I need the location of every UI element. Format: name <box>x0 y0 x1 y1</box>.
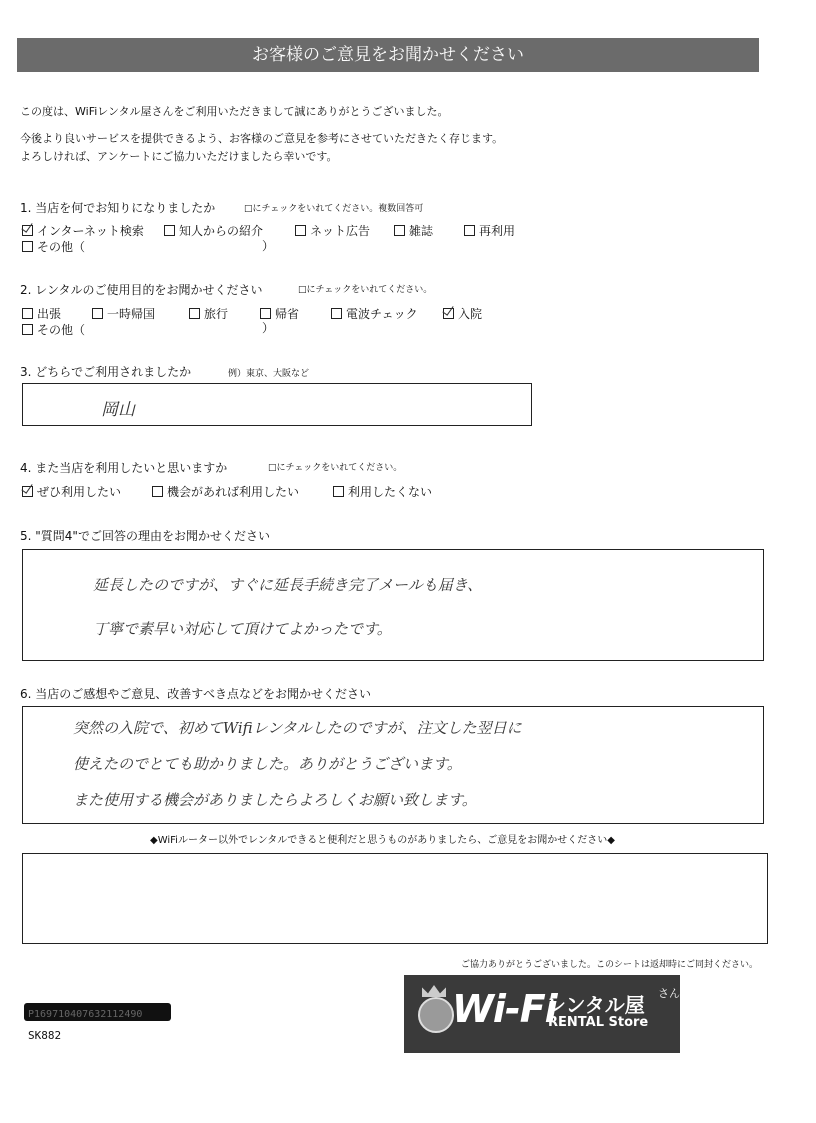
intro-line-1: この度は、WiFiレンタル屋さんをご利用いただきまして誠にありがとうございました。 <box>20 105 449 118</box>
q2-option-return-home[interactable]: 帰省 <box>260 305 299 322</box>
intro-line-3: よろしければ、アンケートにご協力いただけましたら幸いです。 <box>20 150 338 163</box>
q1-option-net-ad[interactable]: ネット広告 <box>295 222 370 239</box>
q4-option-if-chance[interactable]: 機会があれば利用したい <box>152 483 299 500</box>
checkbox-icon[interactable] <box>22 308 33 319</box>
checkbox-icon[interactable] <box>189 308 200 319</box>
q1-note: □にチェックをいれてください。複数回答可 <box>244 204 424 214</box>
barcode-number: P169710407632112490 <box>28 1009 143 1020</box>
logo-san-text: さん <box>658 987 680 1000</box>
q4-option-definitely[interactable]: ぜひ利用したい <box>22 483 121 500</box>
checkbox-icon[interactable] <box>152 486 163 497</box>
q6-answer-line-3: また使用する機会がありましたらよろしくお願い致します。 <box>73 791 477 809</box>
q2-option-homecoming[interactable]: 一時帰国 <box>92 305 155 322</box>
q5-answer-box[interactable] <box>22 549 764 661</box>
q2-option-hospital[interactable]: 入院 <box>443 305 482 322</box>
q7-label: ◆WiFiルーター以外でレンタルできると便利だと思うものがありましたら、ご意見をお聞かせください◆ <box>150 835 615 846</box>
q1-option-other[interactable]: その他（ <box>22 238 85 255</box>
q5-answer-line-2: 丁寧で素早い対応して頂けてよかったです。 <box>93 620 392 638</box>
checkbox-icon[interactable] <box>22 241 33 252</box>
q1-option-magazine[interactable]: 雑誌 <box>394 222 433 239</box>
q5-answer-line-1: 延長したのですが、すぐに延長手続き完了メールも届き、 <box>93 576 483 594</box>
checkbox-icon[interactable] <box>22 324 33 335</box>
intro-line-2: 今後より良いサービスを提供できるよう、お客様のご意見を参考にさせていただきたく存じます。 <box>20 132 504 145</box>
checkbox-icon[interactable] <box>22 225 33 236</box>
q1-option-internet[interactable]: インターネット検索 <box>22 222 144 239</box>
q2-note: □にチェックをいれてください。 <box>298 285 433 295</box>
q4-label: 4. また当店を利用したいと思いますか <box>20 461 228 475</box>
checkbox-icon[interactable] <box>295 225 306 236</box>
q3-answer-box[interactable] <box>22 383 532 426</box>
survey-title: お客様のご意見をお聞かせください <box>17 38 759 72</box>
q1-option-referral[interactable]: 知人からの紹介 <box>164 222 263 239</box>
q4-note: □にチェックをいれてください。 <box>268 463 403 473</box>
wifi-rental-store-logo <box>404 975 680 1053</box>
sheet-code: SK882 <box>28 1029 62 1042</box>
q2-option-signal-check[interactable]: 電波チェック <box>331 305 418 322</box>
q6-answer-line-1: 突然の入院で、初めてWifiレンタルしたのですが、注文した翌日に <box>73 719 522 737</box>
q6-answer-box[interactable] <box>22 706 764 824</box>
q1-label: 1. 当店を何でお知りになりましたか <box>20 201 216 215</box>
checkbox-icon[interactable] <box>331 308 342 319</box>
q2-other-close: ） <box>262 321 275 335</box>
checkbox-icon[interactable] <box>260 308 271 319</box>
q1-option-reuse[interactable]: 再利用 <box>464 222 515 239</box>
checkbox-icon[interactable] <box>464 225 475 236</box>
footer-thanks: ご協力ありがとうございました。このシートは返却時にご同封ください。 <box>461 960 759 970</box>
q6-label: 6. 当店のご感想やご意見、改善すべき点などをお聞かせください <box>20 687 372 701</box>
logo-en-text: RENTAL Store <box>548 1015 649 1030</box>
q1-other-close: ） <box>262 239 275 253</box>
q7-answer-box[interactable] <box>22 853 768 944</box>
checkbox-icon[interactable] <box>22 486 33 497</box>
q2-option-business[interactable]: 出張 <box>22 305 61 322</box>
logo-wifi-text: Wi-Fi <box>452 987 557 1031</box>
logo-jp-text: レンタル屋 <box>546 993 645 1017</box>
q3-label: 3. どちらでご利用されましたか <box>20 365 192 379</box>
checkbox-icon[interactable] <box>92 308 103 319</box>
q2-label: 2. レンタルのご使用目的をお聞かせください <box>20 283 263 297</box>
checkbox-icon[interactable] <box>394 225 405 236</box>
q5-label: 5. "質問4"でご回答の理由をお聞かせください <box>20 529 270 543</box>
q4-option-no[interactable]: 利用したくない <box>333 483 432 500</box>
q3-note: 例）東京、大阪など <box>228 369 310 379</box>
mascot-icon <box>418 997 454 1033</box>
q3-answer: 岡山 <box>101 400 135 420</box>
checkbox-icon[interactable] <box>333 486 344 497</box>
crown-icon <box>422 985 446 997</box>
q2-option-other[interactable]: その他（ <box>22 321 85 338</box>
checkbox-icon[interactable] <box>164 225 175 236</box>
q6-answer-line-2: 使えたのでとても助かりました。ありがとうございます。 <box>73 755 462 773</box>
checkbox-icon[interactable] <box>443 308 454 319</box>
q2-option-travel[interactable]: 旅行 <box>189 305 228 322</box>
